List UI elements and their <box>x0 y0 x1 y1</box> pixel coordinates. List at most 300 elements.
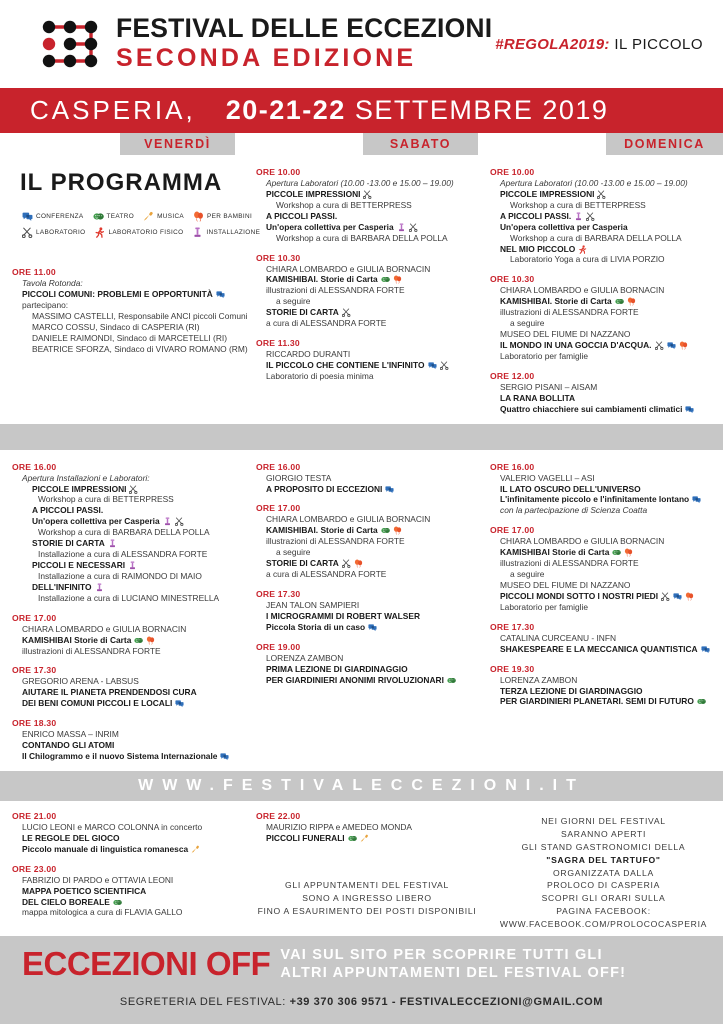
legend-item-conferenza <box>22 211 84 222</box>
theatre-masks-icon <box>93 211 104 222</box>
event-line-text: NEL MIO PICCOLO <box>500 243 576 254</box>
event-line-text: a seguire <box>276 547 311 558</box>
event-time: ORE 16.00 <box>12 461 57 472</box>
evening-row <box>0 801 723 931</box>
saturday-afternoon-column <box>250 462 484 771</box>
running-person-icon <box>578 245 587 254</box>
event-line-text: PER GIARDINIERI ANONIMI RIVOLUZIONARI <box>266 674 444 685</box>
saturday-evening-events <box>256 811 478 844</box>
event-line <box>12 886 244 897</box>
legend-item-per-bambini <box>193 211 252 222</box>
event-line <box>490 296 717 307</box>
event-line-text: AIUTARE IL PIANETA PRENDENDOSI CURA <box>22 687 197 698</box>
event-time: ORE 19.30 <box>490 663 535 674</box>
event-time: ORE 17.00 <box>490 525 535 536</box>
festival-dots-logo <box>40 18 100 70</box>
event-line-text: RICCARDO DURANTI <box>266 349 351 360</box>
balloons-icon <box>685 592 694 601</box>
speech-bubbles-icon <box>216 290 225 299</box>
microphone-icon <box>143 211 154 222</box>
event-line <box>490 211 717 222</box>
speech-bubbles-icon <box>385 485 394 494</box>
event-line-text: KAMISHIBAI. Storie di Carta <box>266 274 378 285</box>
event-line-text: CATALINA CURCEANU - INFN <box>500 632 617 643</box>
event-line <box>490 382 717 393</box>
event-line <box>256 349 478 360</box>
friday-evening-column <box>0 811 250 931</box>
event-time: ORE 10.30 <box>490 274 535 285</box>
event-line-text: KAMISHIBAI Storie di Carta <box>22 634 132 645</box>
scissors-icon <box>661 592 670 601</box>
event-line <box>256 371 478 382</box>
event-block <box>256 253 478 330</box>
event-line-text: Laboratorio per famiglie <box>500 350 588 361</box>
saturday-evening-column <box>250 811 484 931</box>
event-block <box>490 525 717 612</box>
event-line-text: Installazione a cura di RAIMONDO DI MAIO <box>38 570 202 581</box>
event-line <box>256 622 478 633</box>
event-line-text: Piccolo manuale di linguistica romanesca <box>22 843 189 854</box>
event-line-text: PICCOLI MONDI SOTTO I NOSTRI PIEDI <box>500 590 659 601</box>
event-block <box>12 613 244 657</box>
note-line: SONO A INGRESSO LIBERO <box>302 892 432 903</box>
pedestal-icon <box>574 212 583 221</box>
event-line-text: Il Chilogrammo e il nuovo Sistema Internazionale <box>22 751 218 762</box>
event-line <box>490 189 717 200</box>
event-line <box>12 278 244 289</box>
note-line: WWW.FACEBOOK.COM/PROLOCOCASPERIA <box>499 919 708 930</box>
scissors-icon <box>129 485 138 494</box>
scissors-icon <box>655 341 664 350</box>
event-line <box>490 233 717 244</box>
event-line-text: Un'opera collettiva per Casperia <box>32 516 160 527</box>
event-line-text: LORENZA ZAMBON <box>500 674 578 685</box>
note-line: PAGINA FACEBOOK: <box>556 906 651 917</box>
event-line <box>12 516 244 527</box>
friday-afternoon-events <box>12 462 244 762</box>
event-line-text: KAMISHIBAI Storie di Carta <box>500 547 610 558</box>
event-line <box>256 307 478 318</box>
event-block <box>256 462 478 495</box>
legend-label: INSTALLAZIONE <box>206 229 261 236</box>
event-line-text: IL MONDO IN UNA GOCCIA D'ACQUA. <box>500 339 652 350</box>
saturday-morning-column <box>250 155 484 424</box>
event-line-text: VALERIO VAGELLI – ASI <box>500 472 595 483</box>
event-line-text: a seguire <box>510 318 545 329</box>
event-line <box>256 360 478 371</box>
note-line: SARANNO APERTI <box>560 828 647 839</box>
event-line <box>490 473 717 484</box>
scissors-icon <box>175 517 184 526</box>
event-line <box>12 698 244 709</box>
event-line-text: MUSEO DEL FIUME DI NAZZANO <box>500 579 631 590</box>
scissors-icon <box>342 559 351 568</box>
event-line <box>256 296 478 307</box>
event-line <box>12 300 244 311</box>
event-line <box>490 505 717 516</box>
event-line-text: illustrazioni di ALESSANDRA FORTE <box>266 536 405 547</box>
event-line-text: GIORGIO TESTA <box>266 472 332 483</box>
event-line <box>12 687 244 698</box>
note-line: ORGANIZZATA DALLA <box>553 867 654 878</box>
event-block <box>256 338 478 382</box>
festival-hashtag <box>495 36 709 53</box>
pedestal-icon <box>95 583 104 592</box>
sagra-note <box>490 815 717 931</box>
scissors-icon <box>22 227 33 238</box>
event-block <box>12 718 244 762</box>
scissors-icon <box>597 190 606 199</box>
event-line-text: Quattro chiacchiere sui cambiamenti climatici <box>500 403 683 414</box>
event-line-text: MARCO COSSU, Sindaco di CASPERIA (RI) <box>32 321 200 332</box>
event-line <box>12 897 244 908</box>
event-line-text: KAMISHIBAI. Storie di Carta <box>266 525 378 536</box>
event-line-text: PER GIARDINIERI PLANETARI. SEMI DI FUTURO <box>500 696 694 707</box>
legend <box>22 211 261 238</box>
event-line <box>256 600 478 611</box>
event-line-text: IL LATO OSCURO DELL'UNIVERSO <box>500 483 641 494</box>
speech-bubbles-icon <box>220 752 229 761</box>
event-line-text: a cura di ALESSANDRA FORTE <box>266 318 387 329</box>
event-line <box>256 233 478 244</box>
event-line <box>490 329 717 340</box>
theatre-masks-icon <box>697 697 706 706</box>
event-block <box>490 622 717 655</box>
event-line-text: PICCOLE IMPRESSIONI <box>500 188 595 199</box>
event-line-text: con la partecipazione di Scienza Coatta <box>500 505 648 516</box>
event-line-text: DEL CIELO BOREALE <box>22 896 110 907</box>
event-line <box>256 274 478 285</box>
event-line-text: illustrazioni di ALESSANDRA FORTE <box>266 285 405 296</box>
scissors-icon <box>409 223 418 232</box>
event-line-text: Un'opera collettiva per Casperia <box>500 221 628 232</box>
event-line-text: Laboratorio per famiglie <box>500 601 588 612</box>
event-block <box>12 665 244 709</box>
dates-month: SETTEMBRE 2019 <box>345 95 609 125</box>
event-line <box>12 494 244 505</box>
event-time: ORE 19.00 <box>256 641 301 652</box>
event-line-text: LUCIO LEONI e MARCO COLONNA in concerto <box>22 821 203 832</box>
friday-evening-events <box>12 811 244 918</box>
event-line <box>490 569 717 580</box>
event-block <box>256 811 478 844</box>
event-line-text: A PICCOLI PASSI. <box>266 210 338 221</box>
event-line <box>12 538 244 549</box>
event-line-text: illustrazioni di ALESSANDRA FORTE <box>500 558 639 569</box>
event-line <box>12 833 244 844</box>
festival-titles <box>116 15 492 72</box>
city-label: CASPERIA, <box>30 95 196 125</box>
theatre-masks-icon <box>615 297 624 306</box>
pedestal-icon <box>108 539 117 548</box>
event-line <box>12 729 244 740</box>
poster-header <box>0 0 723 88</box>
event-line-text: KAMISHIBAI. Storie di Carta <box>500 296 612 307</box>
note-line: "SAGRA DEL TARTUFO" <box>546 854 661 865</box>
event-time: ORE 10.00 <box>490 167 535 177</box>
page-title: IL PROGRAMMA <box>20 169 223 196</box>
event-line-text: PRIMA LEZIONE DI GIARDINAGGIO <box>266 663 408 674</box>
event-line <box>490 222 717 233</box>
legend-label: PER BAMBINI <box>207 213 253 220</box>
event-line <box>256 536 478 547</box>
event-line-text: Un'opera collettiva per Casperia <box>266 221 394 232</box>
event-line-text: a cura di ALESSANDRA FORTE <box>266 569 387 580</box>
event-block <box>12 462 244 604</box>
free-entry-note <box>256 879 478 918</box>
sunday-afternoon-events <box>490 462 717 708</box>
event-line-text: MAURIZIO RIPPA e AMEDEO MONDA <box>266 821 412 832</box>
event-line <box>12 560 244 571</box>
event-line <box>12 505 244 516</box>
event-line-text: PICCOLE IMPRESSIONI <box>32 483 127 494</box>
speech-bubbles-icon <box>673 592 682 601</box>
sunday-morning-column <box>484 155 723 424</box>
event-line <box>490 307 717 318</box>
event-line-text: JEAN TALON SAMPIERI <box>266 599 360 610</box>
event-line-text: STORIE DI CARTA <box>32 538 105 549</box>
event-time: ORE 18.30 <box>12 718 57 729</box>
event-block <box>256 167 478 244</box>
event-line <box>490 591 717 602</box>
saturday-afternoon-events <box>256 462 478 686</box>
event-line-text: illustrazioni di ALESSANDRA FORTE <box>500 307 639 318</box>
event-line <box>256 525 478 536</box>
saturday-morning-events <box>256 167 478 382</box>
day-tabs <box>0 133 723 155</box>
event-line <box>12 907 244 918</box>
event-time: ORE 11.30 <box>256 338 300 349</box>
event-block <box>256 642 478 686</box>
event-line-text: MUSEO DEL FIUME DI NAZZANO <box>500 329 631 340</box>
event-line-text: CHIARA LOMBARDO e GIULIA BORNACIN <box>500 536 665 547</box>
event-block <box>490 274 717 361</box>
event-line <box>256 664 478 675</box>
sagra-note-column <box>484 811 723 931</box>
morning-row <box>0 155 723 424</box>
friday-morning-events <box>12 267 248 354</box>
event-line-text: CHIARA LOMBARDO e GIULIA BORNACIN <box>500 285 665 296</box>
theatre-masks-icon <box>381 275 390 284</box>
event-line-text: FABRIZIO DI PARDO e OTTAVIA LEONI <box>22 874 174 885</box>
event-line <box>12 635 244 646</box>
event-line <box>256 569 478 580</box>
legend-row-2 <box>22 227 261 238</box>
event-line <box>256 484 478 495</box>
legend-item-musica <box>143 211 184 222</box>
day-tab-saturday[interactable]: SABATO <box>363 133 478 155</box>
event-line <box>490 644 717 655</box>
event-block <box>490 167 717 265</box>
theatre-masks-icon <box>134 636 143 645</box>
event-block <box>12 811 244 855</box>
event-line <box>256 514 478 525</box>
day-tab-friday[interactable]: VENERDÌ <box>120 133 235 155</box>
festival-title: FESTIVAL DELLE ECCEZIONI <box>116 13 493 44</box>
event-line <box>12 624 244 635</box>
event-line-text: partecipano: <box>22 299 69 310</box>
event-time: ORE 17.30 <box>12 665 57 676</box>
event-line-text: PICCOLI FUNERALI <box>266 832 345 843</box>
note-line: GLI APPUNTAMENTI DEL FESTIVAL <box>285 879 449 890</box>
event-line <box>12 549 244 560</box>
event-line <box>12 343 248 355</box>
microphone-icon <box>360 834 369 843</box>
event-line-text: Workshop a cura di BARBARA DELLA POLLA <box>276 232 448 243</box>
event-line <box>256 318 478 329</box>
event-line <box>256 833 478 844</box>
festival-subtitle: SECONDA EDIZIONE <box>116 44 417 73</box>
speech-bubbles-icon <box>22 211 33 222</box>
event-line <box>490 484 717 495</box>
event-line-text: CHIARA LOMBARDO e GIULIA BORNACIN <box>22 623 187 634</box>
legend-label: TEATRO <box>106 213 135 220</box>
event-line <box>12 740 244 751</box>
pedestal-icon <box>163 517 172 526</box>
note-line: GLI STAND GASTRONOMICI DELLA <box>521 841 686 852</box>
pedestal-icon <box>128 561 137 570</box>
speech-bubbles-icon <box>175 699 184 708</box>
event-line-text: Workshop a cura di BETTERPRESS <box>276 199 412 210</box>
event-block <box>490 462 717 517</box>
event-line-text: CHIARA LOMBARDO e GIULIA BORNACIN <box>266 263 431 274</box>
pedestal-icon <box>192 227 203 238</box>
event-line-text: DANIELE RAIMONDI, Sindaco di MARCETELLI (RI) <box>32 332 228 343</box>
event-line-text: STORIE DI CARTA <box>266 558 339 569</box>
event-line-text: MAPPA POETICO SCIENTIFICA <box>22 885 147 896</box>
event-line-text: A PICCOLI PASSI. <box>500 210 572 221</box>
event-line-text: DEI BENI COMUNI PICCOLI E LOCALI <box>22 698 173 709</box>
balloons-icon <box>393 526 402 535</box>
event-block <box>256 503 478 580</box>
event-line <box>12 322 244 333</box>
event-line <box>256 558 478 569</box>
event-line <box>12 484 244 495</box>
event-line-text: Apertura Laboratori (10.00 -13.00 e 15.00 – 19.00) <box>266 178 454 188</box>
event-time: ORE 17.30 <box>256 588 301 599</box>
event-time: ORE 10.30 <box>256 252 301 263</box>
secretariat-contact <box>0 982 723 1018</box>
event-line <box>490 675 717 686</box>
event-line <box>490 633 717 644</box>
sunday-morning-events <box>490 167 717 415</box>
event-time: ORE 17.00 <box>12 612 57 623</box>
event-line <box>12 844 244 855</box>
legend-label: LABORATORIO FISICO <box>108 229 184 236</box>
theatre-masks-icon <box>348 834 357 843</box>
event-line <box>490 686 717 697</box>
event-line <box>256 264 478 275</box>
balloons-icon <box>679 341 688 350</box>
event-line-text: PICCOLI E NECESSARI <box>32 559 126 570</box>
event-line-text: Laboratorio di poesia minima <box>266 370 374 381</box>
theatre-masks-icon <box>612 548 621 557</box>
pedestal-icon <box>397 223 406 232</box>
off-line-1: VAI SUL SITO PER SCOPRIRE TUTTI GLI <box>280 946 603 963</box>
event-line <box>490 602 717 613</box>
friday-afternoon-column <box>0 462 250 771</box>
event-line <box>490 393 717 404</box>
event-line <box>256 189 478 200</box>
event-line <box>490 580 717 591</box>
event-line-text: LORENZA ZAMBON <box>266 652 344 663</box>
event-line <box>490 696 717 707</box>
scissors-icon <box>363 190 372 199</box>
event-line <box>12 751 244 762</box>
day-tab-sunday[interactable]: DOMENICA <box>606 133 723 155</box>
legend-item-laboratorio <box>22 227 85 238</box>
event-line <box>256 200 478 211</box>
event-line <box>490 340 717 351</box>
event-line-text: illustrazioni di ALESSANDRA FORTE <box>22 645 161 656</box>
balloons-icon <box>354 559 363 568</box>
event-line-text: Workshop a cura di BARBARA DELLA POLLA <box>510 232 682 243</box>
event-line <box>490 494 717 505</box>
speech-bubbles-icon <box>428 361 437 370</box>
microphone-icon <box>191 845 200 854</box>
event-line <box>490 404 717 415</box>
afternoon-row <box>0 450 723 771</box>
event-line-text: Workshop a cura di BARBARA DELLA POLLA <box>38 527 210 538</box>
website-banner[interactable] <box>0 771 723 801</box>
scissors-icon <box>586 212 595 221</box>
event-line-text: MASSIMO CASTELLI, Responsabile ANCI piccoli Comuni <box>32 310 248 321</box>
event-line-text: SHAKESPEARE E LA MECCANICA QUANTISTICA <box>500 643 698 654</box>
event-time: ORE 17.00 <box>256 503 301 514</box>
event-line <box>490 351 717 362</box>
speech-bubbles-icon <box>685 405 694 414</box>
event-line-text: a seguire <box>276 296 311 307</box>
event-line <box>12 527 244 538</box>
event-time: ORE 17.30 <box>490 621 535 632</box>
sunday-afternoon-column <box>484 462 723 771</box>
legend-row-1 <box>22 211 253 222</box>
event-line-text: STORIE DI CARTA <box>266 307 339 318</box>
event-time: ORE 10.00 <box>256 167 301 177</box>
event-line <box>12 875 244 886</box>
note-line: SCOPRI GLI ORARI SULLA <box>541 893 666 904</box>
event-line <box>12 676 244 687</box>
note-line: NEI GIORNI DEL FESTIVAL <box>541 815 666 826</box>
event-line-text: CHIARA LOMBARDO e GIULIA BORNACIN <box>266 514 431 525</box>
event-line <box>490 244 717 255</box>
event-line-text: Workshop a cura di BETTERPRESS <box>510 199 646 210</box>
running-person-icon <box>94 227 105 238</box>
event-line-text: IL PICCOLO CHE CONTIENE L'INFINITO <box>266 359 425 370</box>
legend-label: MUSICA <box>157 213 185 220</box>
theatre-masks-icon <box>447 676 456 685</box>
balloons-icon <box>193 211 204 222</box>
event-line-text: L'infinitamente piccolo e l'infinitamente lontano <box>500 494 690 505</box>
scissors-icon <box>440 361 449 370</box>
dates-numbers: 20-21-22 <box>225 95 346 125</box>
event-line-text: DELL'INFINITO <box>32 581 92 592</box>
event-line <box>12 473 244 484</box>
event-block <box>12 864 244 919</box>
theatre-masks-icon <box>381 526 390 535</box>
separator-band-1 <box>0 424 723 450</box>
event-time: ORE 16.00 <box>490 461 535 472</box>
secretariat-value[interactable]: +39 370 306 9571 - FESTIVALECCEZIONI@GMAIL.COM <box>289 996 604 1008</box>
event-line <box>12 289 244 300</box>
speech-bubbles-icon <box>667 341 676 350</box>
event-line <box>256 211 478 222</box>
event-line-text: Tavola Rotonda: <box>22 278 83 288</box>
event-line-text: Workshop a cura di BETTERPRESS <box>38 494 174 505</box>
event-line-text: Piccola Storia di un caso <box>266 621 366 632</box>
hashtag-tag: #REGOLA2019: <box>495 35 610 53</box>
event-line <box>256 611 478 622</box>
